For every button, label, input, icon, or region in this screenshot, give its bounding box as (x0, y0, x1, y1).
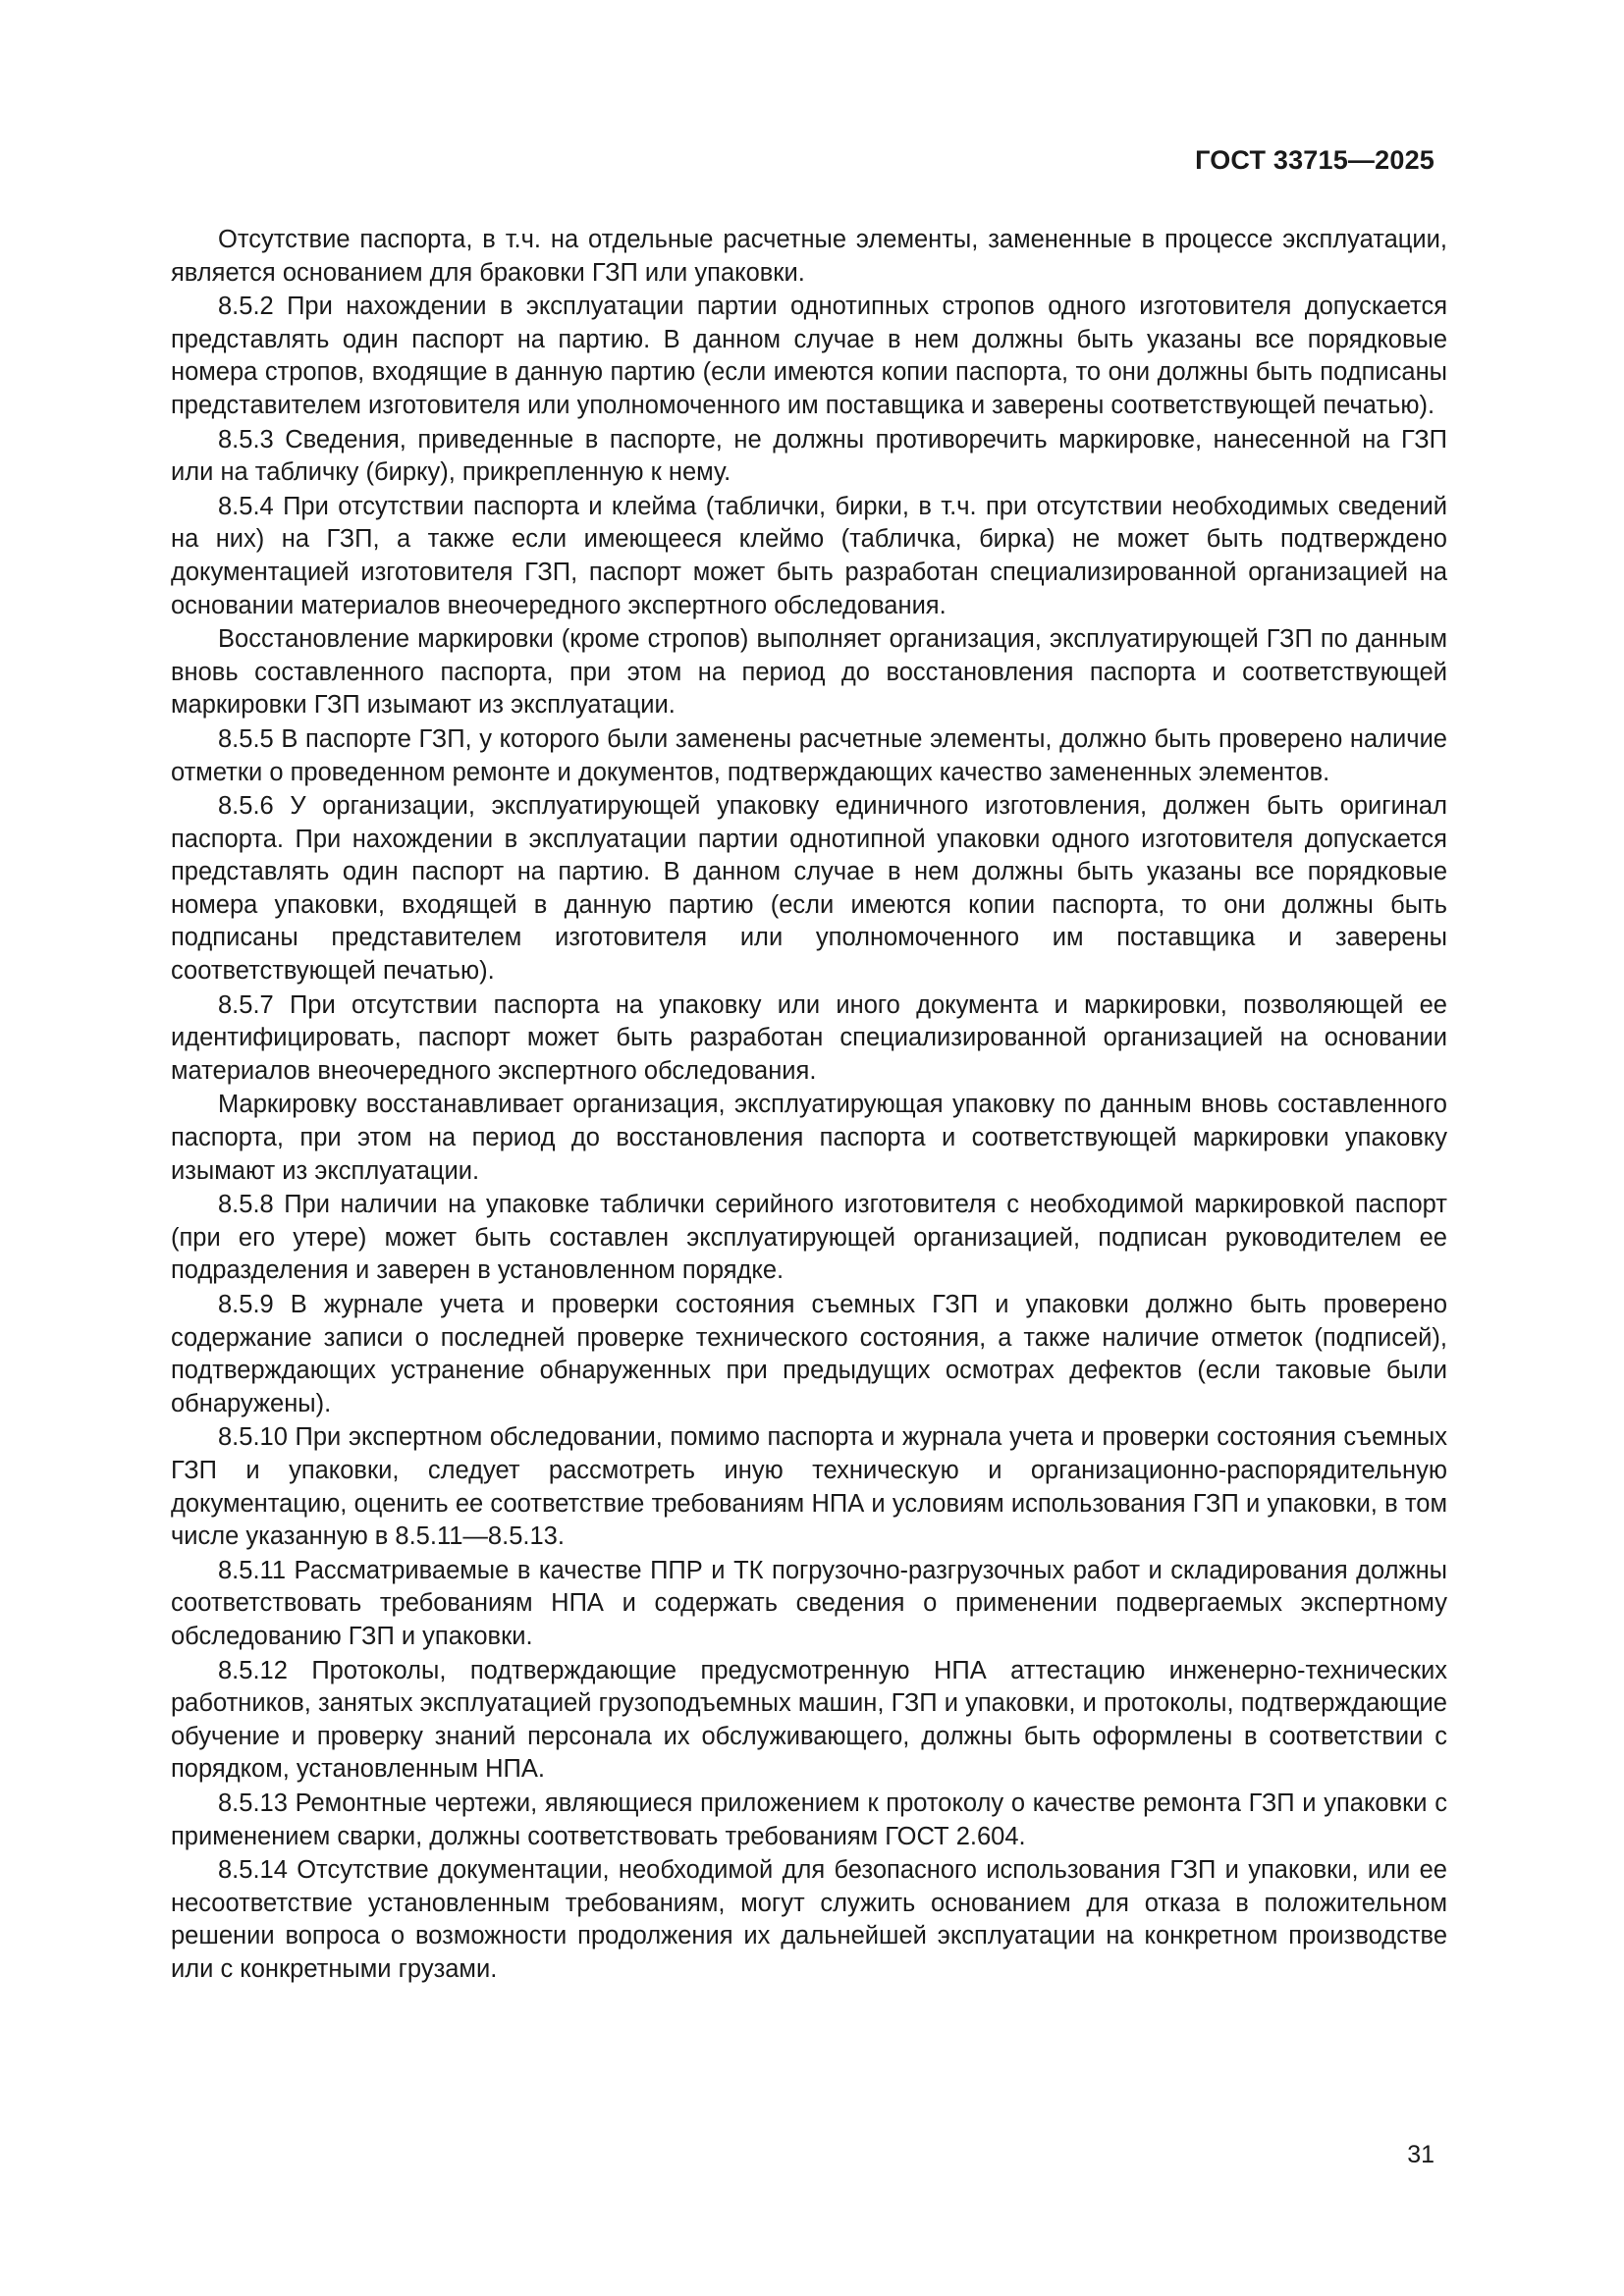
paragraph-8-5-11: 8.5.11 Рассматриваемые в качестве ППР и ТК погрузочно-разгрузочных работ и складирования должны соответствовать требованиям НПА и содержать сведения о применении подвергаемых экспертному обследованию ГЗП и упаковки. (171, 1556, 1447, 1650)
paragraph-8-5-14: 8.5.14 Отсутствие документации, необходимой для безопасного использования ГЗП и упаковки, или ее несоответствие установленным требованиям, могут служить основанием для отказа в положительном решении вопроса о возможности продолжения их дальнейшей эксплуатации на конкретном производстве или с конкретными грузами. (171, 1856, 1447, 1983)
paragraph-8-5-10: 8.5.10 При экспертном обследовании, помимо паспорта и журнала учета и проверки состояния съемных ГЗП и упаковки, следует рассмотреть иную техническую и организационно-распорядительную документацию, оценить ее соответствие требованиям НПА и условиям использования ГЗП и упаковки, в том числе указанную в 8.5.11—8.5.13. (171, 1423, 1447, 1551)
paragraph-passport-absence: Отсутствие паспорта, в т.ч. на отдельные расчетные элементы, замененные в процессе эксплуатации, является основанием для браковки ГЗП или упаковки. (171, 226, 1447, 287)
page-number: 31 (1407, 2141, 1435, 2168)
paragraph-8-5-4: 8.5.4 При отсутствии паспорта и клейма (таблички, бирки, в т.ч. при отсутствии необходимых сведений на них) на ГЗП, а также если имеющееся клеймо (табличка, бирка) не может быть подтверждено документацией изготовителя ГЗП, паспорт может быть разработан специализированной организацией на основании материалов внеочередного экспертного обследования. (171, 492, 1447, 619)
paragraph-marking-restoration: Восстановление маркировки (кроме стропов) выполняет организация, эксплуатирующей ГЗП по данным вновь составленного паспорта, при этом на период до восстановления паспорта и соответствующей маркировки ГЗП изымают из эксплуатации. (171, 625, 1447, 720)
paragraph-packaging-marking: Маркировку восстанавливает организация, эксплуатирующая упаковку по данным вновь составленного паспорта, при этом на период до восстановления паспорта и соответствующей маркировки упаковку изымают из эксплуатации. (171, 1091, 1447, 1185)
paragraph-8-5-8: 8.5.8 При наличии на упаковке таблички серийного изготовителя с необходимой маркировкой паспорт (при его утере) может быть составлен эксплуатирующей организацией, подписан руководителем ее подразделения и заверен в установленном порядке. (171, 1191, 1447, 1285)
paragraph-8-5-12: 8.5.12 Протоколы, подтверждающие предусмотренную НПА аттестацию инженерно-технических работников, занятых эксплуатацией грузоподъемных машин, ГЗП и упаковки, и протоколы, подтверждающие обучение и проверку знаний персонала их обслуживающего, должны быть оформлены в соответствии с порядком, установленным НПА. (171, 1656, 1447, 1784)
paragraph-8-5-9: 8.5.9 В журнале учета и проверки состояния съемных ГЗП и упаковки должно быть проверено содержание записи о последней проверке технического состояния, а также наличие отметок (подписей), подтверждающих устранение обнаруженных при предыдущих осмотрах дефектов (если таковые были обнаружены). (171, 1291, 1447, 1417)
paragraph-8-5-2: 8.5.2 При нахождении в эксплуатации партии однотипных стропов одного изготовителя допускается представлять один паспорт на партию. В данном случае в нем должны быть указаны все порядковые номера стропов, входящие в данную партию (если имеются копии паспорта, то они должны быть подписаны представителем изготовителя или уполномоченного им поставщика и заверены соответствующей печатью). (171, 293, 1447, 419)
paragraph-8-5-5: 8.5.5 В паспорте ГЗП, у которого были заменены расчетные элементы, должно быть проверено наличие отметки о проведенном ремонте и документов, подтверждающих качество замененных элементов. (171, 724, 1447, 786)
paragraph-8-5-3: 8.5.3 Сведения, приведенные в паспорте, не должны противоречить маркировке, нанесенной на ГЗП или на табличку (бирку), прикрепленную к нему. (171, 425, 1447, 487)
standard-header: ГОСТ 33715—2025 (1195, 145, 1435, 175)
paragraph-8-5-13: 8.5.13 Ремонтные чертежи, являющиеся приложением к протоколу о качестве ремонта ГЗП и упаковки с применением сварки, должны соответствовать требованиям ГОСТ 2.604. (171, 1789, 1447, 1850)
paragraph-8-5-6: 8.5.6 У организации, эксплуатирующей упаковку единичного изготовления, должен быть оригинал паспорта. При нахождении в эксплуатации партии однотипной упаковки одного изготовителя допускается представлять один паспорт на партию. В данном случае в нем должны быть указаны все порядковые номера упаковки, входящей в данную партию (если имеются копии паспорта, то они должны быть подписаны представителем изготовителя или уполномоченного им поставщика и заверены соответствующей печатью). (171, 792, 1447, 986)
body-text (171, 224, 1447, 1987)
paragraph-8-5-7: 8.5.7 При отсутствии паспорта на упаковку или иного документа и маркировки, позволяющей ее идентифицировать, паспорт может быть разработан специализированной организацией на основании материалов внеочередного экспертного обследования. (171, 990, 1447, 1085)
